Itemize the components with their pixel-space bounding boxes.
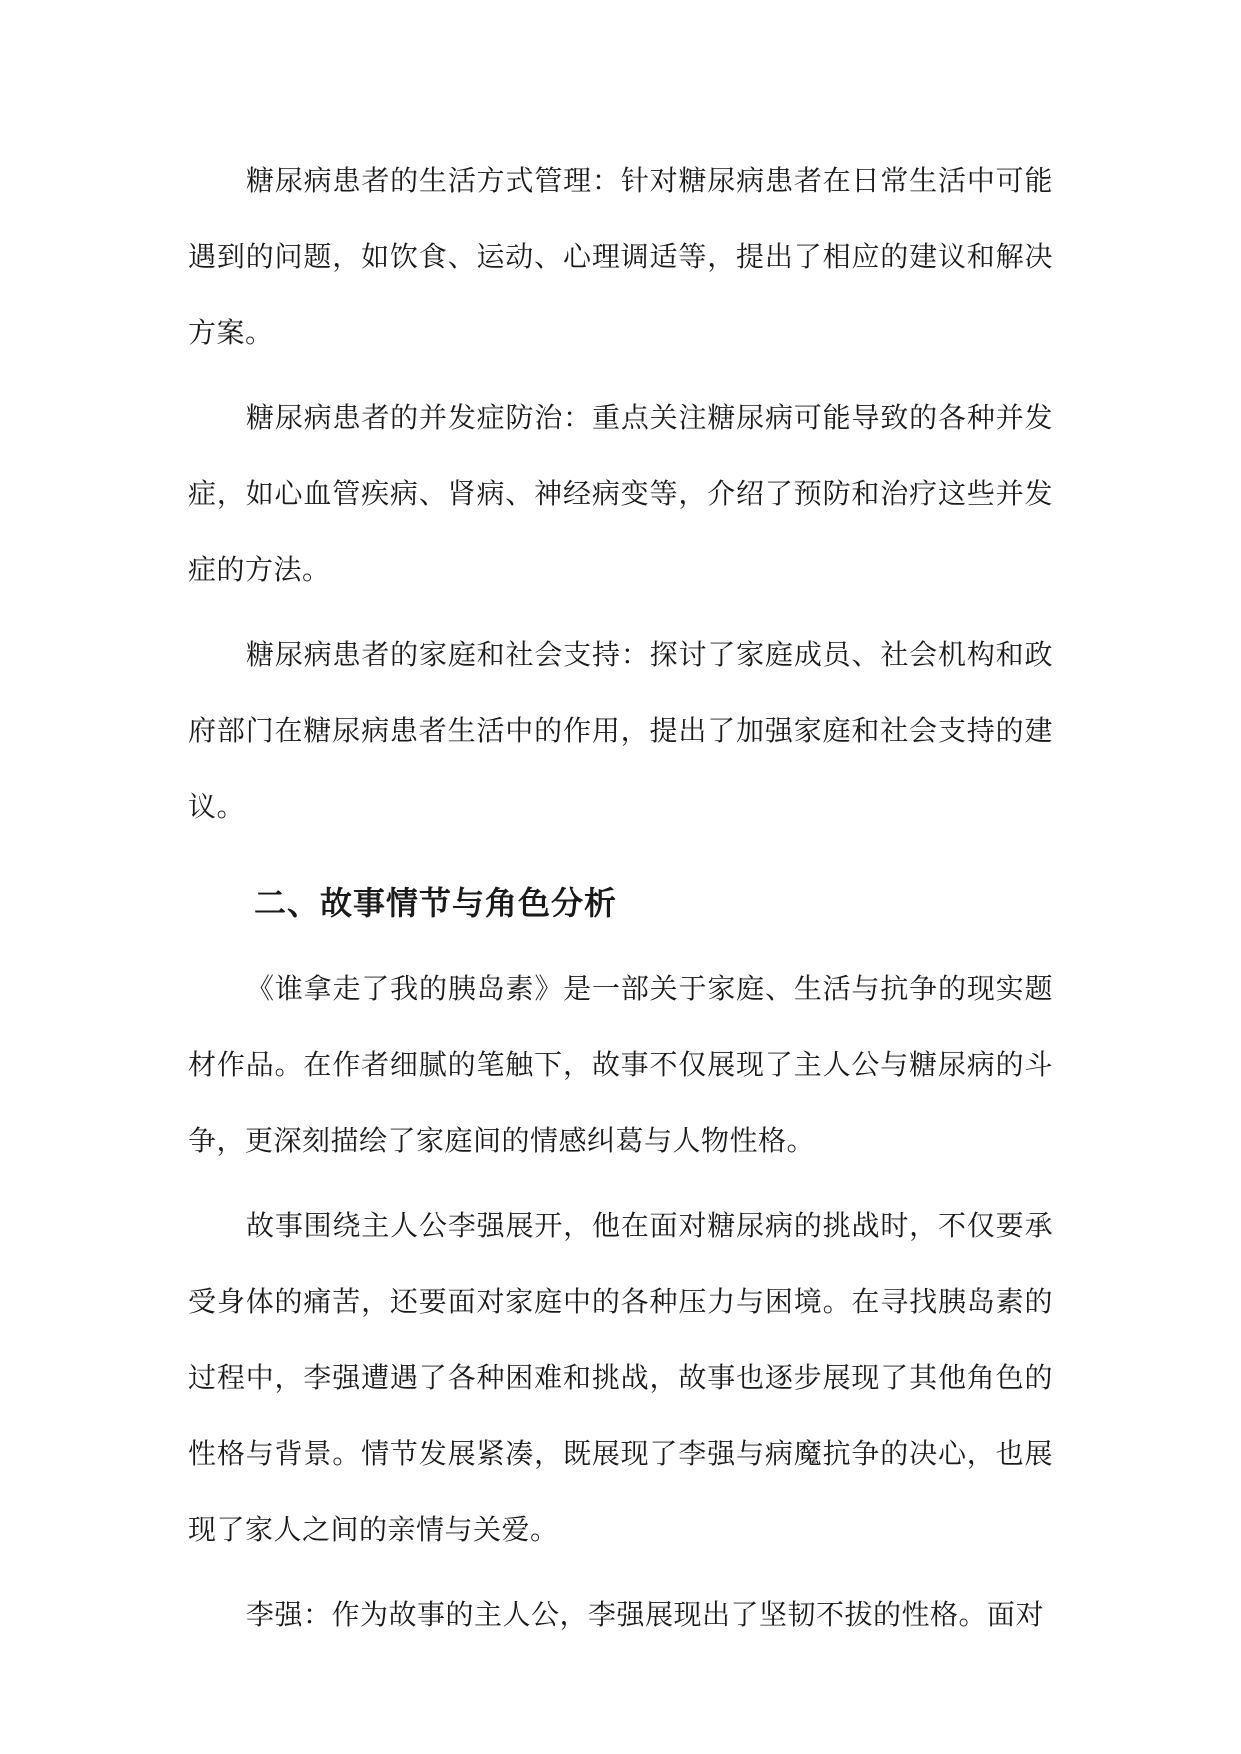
paragraph-lifestyle-management: 糖尿病患者的生活方式管理：针对糖尿病患者在日常生活中可能遇到的问题，如饮食、运动、心理调适等，提出了相应的建议和解决方案。 bbox=[188, 164, 1053, 349]
paragraph-family-social-support: 糖尿病患者的家庭和社会支持：探讨了家庭成员、社会机构和政府部门在糖尿病患者生活中的作用，提出了加强家庭和社会支持的建议。 bbox=[188, 638, 1053, 823]
paragraph-complication-prevention: 糖尿病患者的并发症防治：重点关注糖尿病可能导致的各种并发症，如心血管疾病、肾病、神经病变等，介绍了预防和治疗这些并发症的方法。 bbox=[188, 401, 1053, 586]
page-content bbox=[188, 143, 1053, 1653]
paragraph-character-li-qiang: 李强：作为故事的主人公，李强展现出了坚韧不拔的性格。面对 bbox=[246, 1598, 1045, 1631]
paragraph-work-introduction: 《谁拿走了我的胰岛素》是一部关于家庭、生活与抗争的现实题材作品。在作者细腻的笔触下，故事不仅展现了主人公与糖尿病的斗争，更深刻描绘了家庭间的情感纠葛与人物性格。 bbox=[188, 972, 1053, 1157]
paragraph-plot-summary: 故事围绕主人公李强展开，他在面对糖尿病的挑战时，不仅要承受身体的痛苦，还要面对家庭中的各种压力与困境。在寻找胰岛素的过程中，李强遭遇了各种困难和挑战，故事也逐步展现了其他角色的性格与背景。情节发展紧凑，既展现了李强与病魔抗争的决心，也展现了家人之间的亲情与关爱。 bbox=[188, 1209, 1053, 1546]
section-heading: 二、故事情节与角色分析 bbox=[254, 884, 618, 922]
